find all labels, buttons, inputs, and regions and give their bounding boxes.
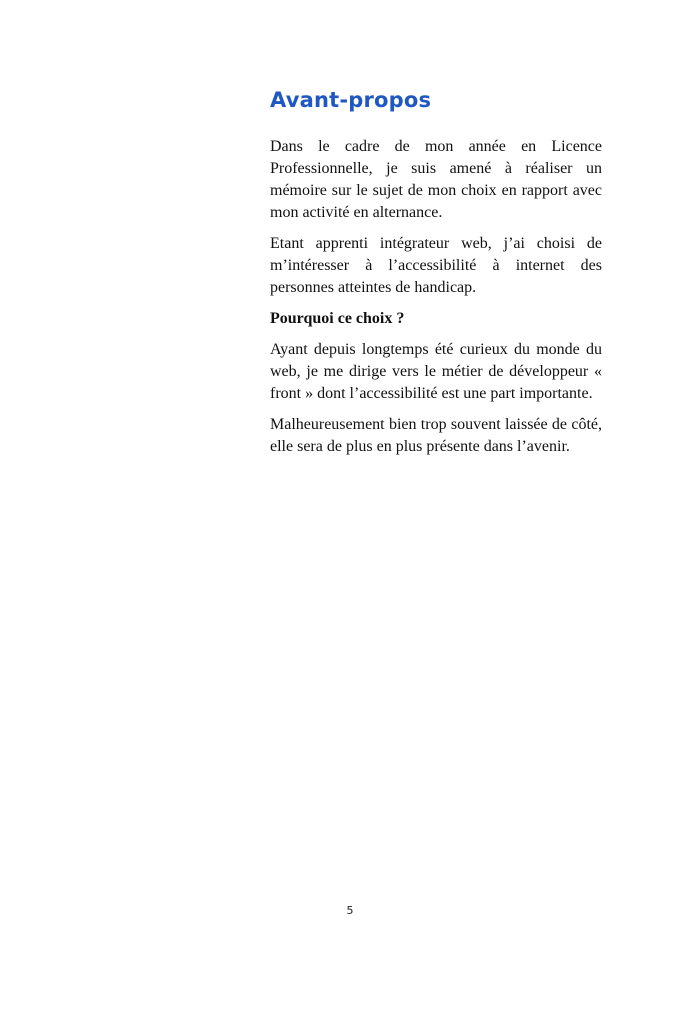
paragraph-apprentice: Etant apprenti intégrateur web, j’ai choisi de m’intéresser à l’accessibilité à internet des personnes atteintes de handicap. [270,235,602,296]
section-subheading: Pourquoi ce choix ? [270,310,405,327]
paragraph-intro: Dans le cadre de mon année en Licence Professionnelle, je suis amené à réaliser un mémoire sur le sujet de mon choix en rapport avec mon activité en alternance. [270,138,602,221]
page-title: Avant-propos [270,88,432,112]
paragraph-reason: Ayant depuis longtemps été curieux du monde du web, je me dirige vers le métier de développeur « front » dont l’accessibilité est une part importante. [270,341,602,402]
page-content [270,86,602,467]
paragraph-conclusion: Malheureusement bien trop souvent laissée de côté, elle sera de plus en plus présente dans l’avenir. [270,416,602,455]
page-number: 5 [346,904,354,917]
